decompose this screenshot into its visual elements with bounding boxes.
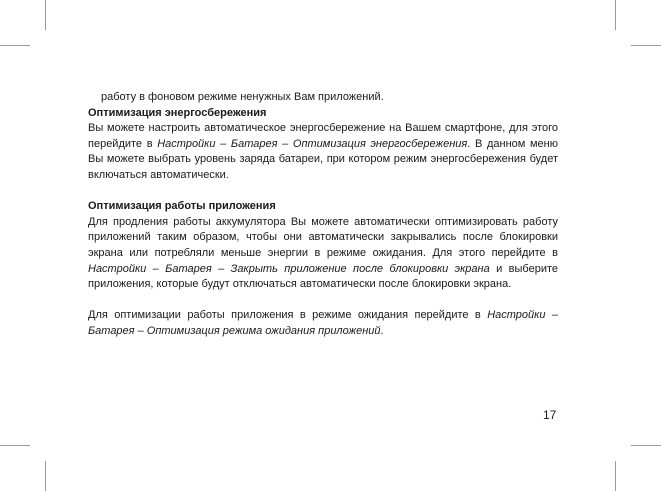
settings-path: Настройки – Батарея – Оптимизация энергосбережения	[157, 137, 468, 150]
section-heading-app-optimization: Оптимизация работы приложения	[88, 200, 276, 213]
paragraph-power-saving	[88, 121, 558, 183]
crop-mark-top-right-v	[615, 0, 616, 30]
settings-path: Настройки – Батарея – Оптимизация режима ожидания приложений	[88, 309, 558, 337]
crop-mark-bottom-right-v	[615, 461, 616, 491]
paragraph-spacer	[88, 184, 558, 200]
paragraph-spacer	[88, 293, 558, 309]
page-content	[88, 90, 558, 340]
crop-mark-top-left-v	[45, 0, 46, 30]
crop-mark-bottom-right-h	[631, 445, 661, 446]
paragraph-text: Вы можете настроить автоматическое энергосбережение на Вашем смартфоне, для этого перейдите в	[88, 122, 558, 150]
section-heading-power-saving: Оптимизация энергосбережения	[88, 106, 267, 119]
crop-mark-bottom-left-v	[45, 461, 46, 491]
crop-mark-top-right-h	[631, 45, 661, 46]
settings-path: Настройки – Батарея – Закрыть приложение после блокировки экрана	[88, 262, 490, 275]
paragraph-text: и выберите приложения, которые будут отключаться автоматически после блокировки экрана.	[88, 262, 558, 291]
paragraph-text: Для оптимизации работы приложения в режиме ожидания перейдите в	[88, 309, 488, 322]
page-number: 17	[543, 408, 557, 422]
continuation-paragraph: работу в фоновом режиме ненужных Вам приложений.	[101, 91, 384, 103]
paragraph-text: . В данном меню Вы можете выбрать уровень заряда батареи, при котором режим энергосбережения будет включаться автоматически.	[88, 137, 558, 181]
paragraph-text: Для продления работы аккумулятора Вы можете автоматически оптимизировать работу приложений таким образом, чтобы они автоматически закрывались после блокировки экрана или потребляли меньше энергии в режиме ожидания. Для этого перейдите в	[88, 215, 558, 259]
paragraph-app-optimization	[88, 215, 558, 293]
crop-mark-bottom-left-h	[0, 445, 30, 446]
paragraph-text: .	[380, 324, 384, 337]
crop-mark-top-left-h	[0, 45, 30, 46]
paragraph-standby-optimization	[88, 308, 558, 339]
